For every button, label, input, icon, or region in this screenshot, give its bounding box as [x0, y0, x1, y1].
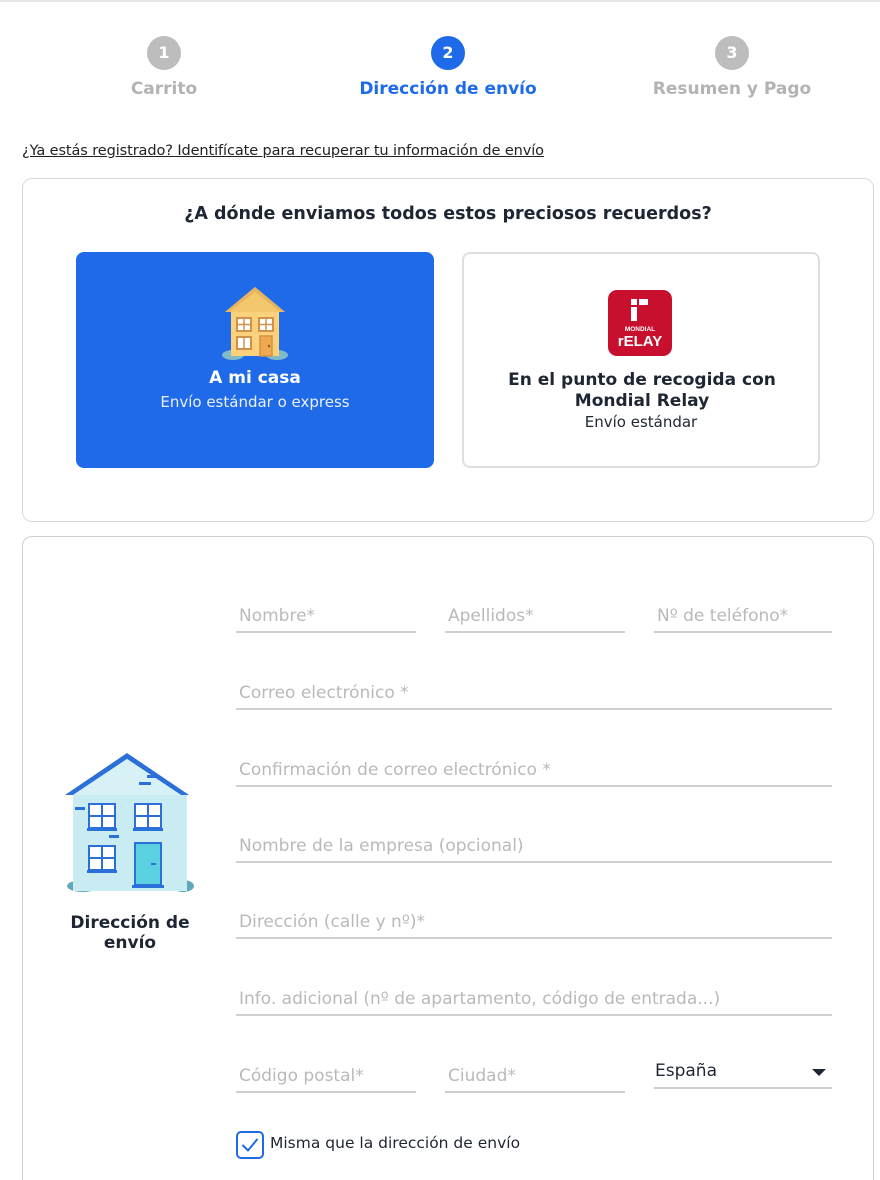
relay-option-subtitle: Envío estándar [584, 413, 698, 431]
same-address-checkbox[interactable] [236, 1131, 264, 1159]
company-input[interactable] [236, 823, 832, 861]
company-field[interactable] [236, 823, 832, 863]
relay-delivery-option[interactable] [462, 252, 820, 468]
step-number: 2 [431, 36, 465, 70]
email-confirm-input[interactable] [236, 747, 832, 785]
phone-field[interactable] [654, 593, 832, 633]
country-value: España [655, 1061, 717, 1081]
caret-down-icon [812, 1069, 826, 1076]
relay-logo-top-text: MONDIAL [624, 326, 656, 333]
first-name-input[interactable] [236, 593, 416, 631]
step-label: Dirección de envío [359, 79, 537, 99]
step-label: Carrito [130, 79, 198, 99]
city-input[interactable] [445, 1053, 625, 1091]
address-form-card [22, 536, 874, 1180]
street-input[interactable] [236, 899, 832, 937]
house-icon [63, 749, 199, 895]
mondial-relay-logo [608, 290, 672, 356]
extra-info-field[interactable] [236, 976, 832, 1016]
login-link[interactable]: ¿Ya estás registrado? Identifícate para recuperar tu información de envío [22, 143, 544, 159]
home-delivery-option[interactable] [76, 252, 434, 468]
street-field[interactable] [236, 899, 832, 939]
step-label: Resumen y Pago [652, 79, 812, 99]
step-cart[interactable] [44, 36, 284, 99]
first-name-field[interactable] [236, 593, 416, 633]
delivery-question: ¿A dónde enviamos todos estos preciosos recuerdos? [184, 204, 712, 224]
checkmark-icon [238, 1133, 262, 1157]
same-address-label[interactable]: Misma que la dirección de envío [270, 1134, 521, 1152]
home-option-title: A mi casa [209, 368, 301, 388]
email-input[interactable] [236, 670, 832, 708]
phone-input[interactable] [654, 593, 832, 631]
email-confirm-field[interactable] [236, 747, 832, 787]
step-number: 1 [147, 36, 181, 70]
step-number: 3 [715, 36, 749, 70]
postal-code-input[interactable] [236, 1053, 416, 1091]
country-select[interactable] [654, 1049, 832, 1089]
step-summary-payment[interactable] [612, 36, 852, 99]
city-field[interactable] [445, 1053, 625, 1093]
house-icon [219, 284, 291, 362]
top-divider [0, 0, 880, 3]
relay-option-title: En el punto de recogida con Mondial Relay [508, 370, 776, 411]
step-shipping-address[interactable] [328, 36, 568, 99]
last-name-input[interactable] [445, 593, 625, 631]
relay-logo-bottom-text: rELAY [617, 333, 663, 350]
postal-code-field[interactable] [236, 1053, 416, 1093]
shipping-address-label: Dirección de envío [70, 913, 190, 953]
extra-info-input[interactable] [236, 976, 832, 1014]
last-name-field[interactable] [445, 593, 625, 633]
email-field[interactable] [236, 670, 832, 710]
delivery-method-card [22, 178, 874, 522]
home-option-subtitle: Envío estándar o express [160, 393, 350, 411]
